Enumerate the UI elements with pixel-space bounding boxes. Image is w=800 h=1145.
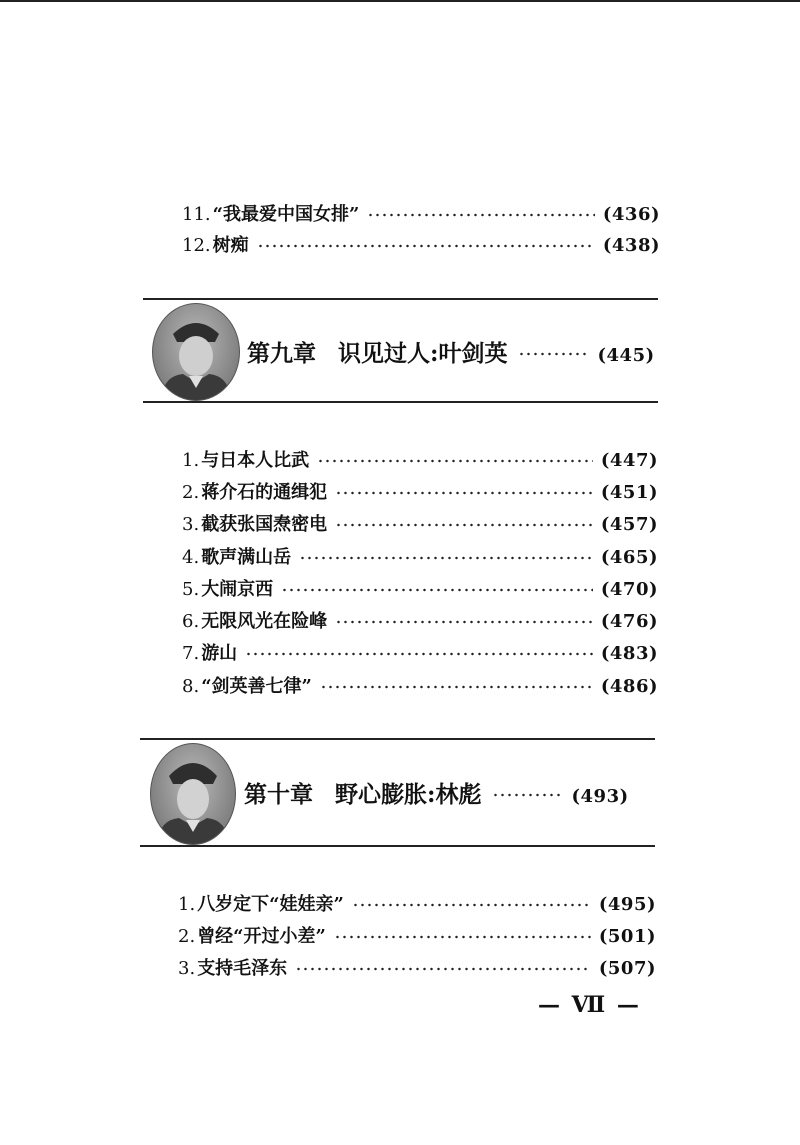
chapter-heading[interactable] bbox=[247, 337, 659, 371]
portrait-photo-icon bbox=[150, 743, 236, 845]
toc-entry[interactable] bbox=[182, 233, 660, 259]
dot-leader bbox=[245, 652, 593, 656]
entry-number: 1. bbox=[182, 450, 200, 471]
entry-page-number: (476) bbox=[600, 611, 658, 632]
entry-number: 3. bbox=[178, 958, 196, 979]
toc-entry[interactable] bbox=[182, 609, 658, 635]
entry-page-number: (451) bbox=[600, 482, 658, 503]
dot-leader bbox=[317, 459, 593, 463]
dot-leader bbox=[335, 620, 593, 624]
entry-page-number: (457) bbox=[600, 514, 658, 535]
toc-entry[interactable] bbox=[178, 956, 656, 982]
entry-title: 截获张国焘密电 bbox=[201, 514, 328, 535]
chapter-rule-top bbox=[143, 298, 658, 300]
entry-number: 4. bbox=[182, 547, 200, 568]
entry-page-number: (507) bbox=[598, 958, 656, 979]
entry-title: 游山 bbox=[201, 643, 238, 664]
chapter-page-number: (493) bbox=[571, 786, 629, 807]
entry-number: 5. bbox=[182, 579, 200, 600]
page-folio: — Ⅶ — bbox=[538, 992, 641, 1018]
entry-title: 无限风光在险峰 bbox=[201, 611, 328, 632]
entry-page-number: (447) bbox=[600, 450, 658, 471]
chapter-rule-bottom bbox=[140, 845, 655, 847]
toc-entry[interactable] bbox=[182, 480, 658, 506]
toc-entry[interactable] bbox=[182, 641, 658, 667]
toc-entry[interactable] bbox=[178, 924, 656, 950]
dot-leader bbox=[367, 213, 595, 217]
entry-number: 2. bbox=[178, 926, 196, 947]
top-edge-rule bbox=[0, 0, 800, 2]
toc-entry[interactable] bbox=[182, 545, 658, 571]
entry-title: 曾经“开过小差” bbox=[197, 926, 326, 947]
dot-leader bbox=[320, 685, 593, 689]
dot-leader bbox=[335, 523, 593, 527]
toc-entry[interactable] bbox=[182, 577, 658, 603]
chapter-rule-bottom bbox=[143, 401, 658, 403]
dot-leader bbox=[299, 556, 593, 560]
dot-leader bbox=[352, 903, 591, 907]
entry-page-number: (501) bbox=[598, 926, 656, 947]
entry-title: 蒋介石的通缉犯 bbox=[201, 482, 328, 503]
toc-entry[interactable] bbox=[182, 202, 660, 228]
dot-leader bbox=[518, 352, 588, 356]
entry-title: 与日本人比武 bbox=[201, 450, 310, 471]
entry-title: 八岁定下“娃娃亲” bbox=[197, 894, 344, 915]
entry-title: “我最爱中国女排” bbox=[212, 204, 360, 225]
entry-page-number: (436) bbox=[602, 204, 660, 225]
chapter-title: 野心膨胀:林彪 bbox=[335, 781, 482, 808]
toc-entry[interactable] bbox=[178, 892, 656, 918]
chapter-title: 识见过人:叶剑英 bbox=[338, 340, 508, 367]
dot-leader bbox=[257, 244, 595, 248]
toc-entry[interactable] bbox=[182, 512, 658, 538]
toc-entry[interactable] bbox=[182, 448, 658, 474]
entry-title: 支持毛泽东 bbox=[197, 958, 288, 979]
entry-number: 11. bbox=[182, 204, 211, 225]
dot-leader bbox=[334, 935, 591, 939]
entry-title: 树痴 bbox=[212, 235, 249, 256]
chapter-label: 第九章 bbox=[247, 340, 316, 367]
portrait-photo-icon bbox=[152, 303, 240, 401]
entry-number: 1. bbox=[178, 894, 196, 915]
entry-number: 12. bbox=[182, 235, 211, 256]
entry-page-number: (470) bbox=[600, 579, 658, 600]
entry-page-number: (465) bbox=[600, 547, 658, 568]
entry-number: 7. bbox=[182, 643, 200, 664]
entry-page-number: (483) bbox=[600, 643, 658, 664]
dot-leader bbox=[335, 491, 593, 495]
entry-page-number: (486) bbox=[600, 676, 658, 697]
entry-page-number: (438) bbox=[602, 235, 660, 256]
entry-title: “剑英善七律” bbox=[201, 676, 312, 697]
entry-number: 3. bbox=[182, 514, 200, 535]
toc-entry[interactable] bbox=[182, 674, 658, 700]
chapter-label: 第十章 bbox=[244, 781, 313, 808]
chapter-rule-top bbox=[140, 738, 655, 740]
entry-number: 8. bbox=[182, 676, 200, 697]
dot-leader bbox=[295, 967, 591, 971]
dot-leader bbox=[492, 793, 562, 797]
dot-leader bbox=[281, 588, 593, 592]
entry-number: 6. bbox=[182, 611, 200, 632]
chapter-heading[interactable] bbox=[244, 778, 656, 812]
chapter-page-number: (445) bbox=[597, 345, 655, 366]
entry-title: 歌声满山岳 bbox=[201, 547, 292, 568]
entry-title: 大闹京西 bbox=[201, 579, 274, 600]
entry-page-number: (495) bbox=[598, 894, 656, 915]
entry-number: 2. bbox=[182, 482, 200, 503]
